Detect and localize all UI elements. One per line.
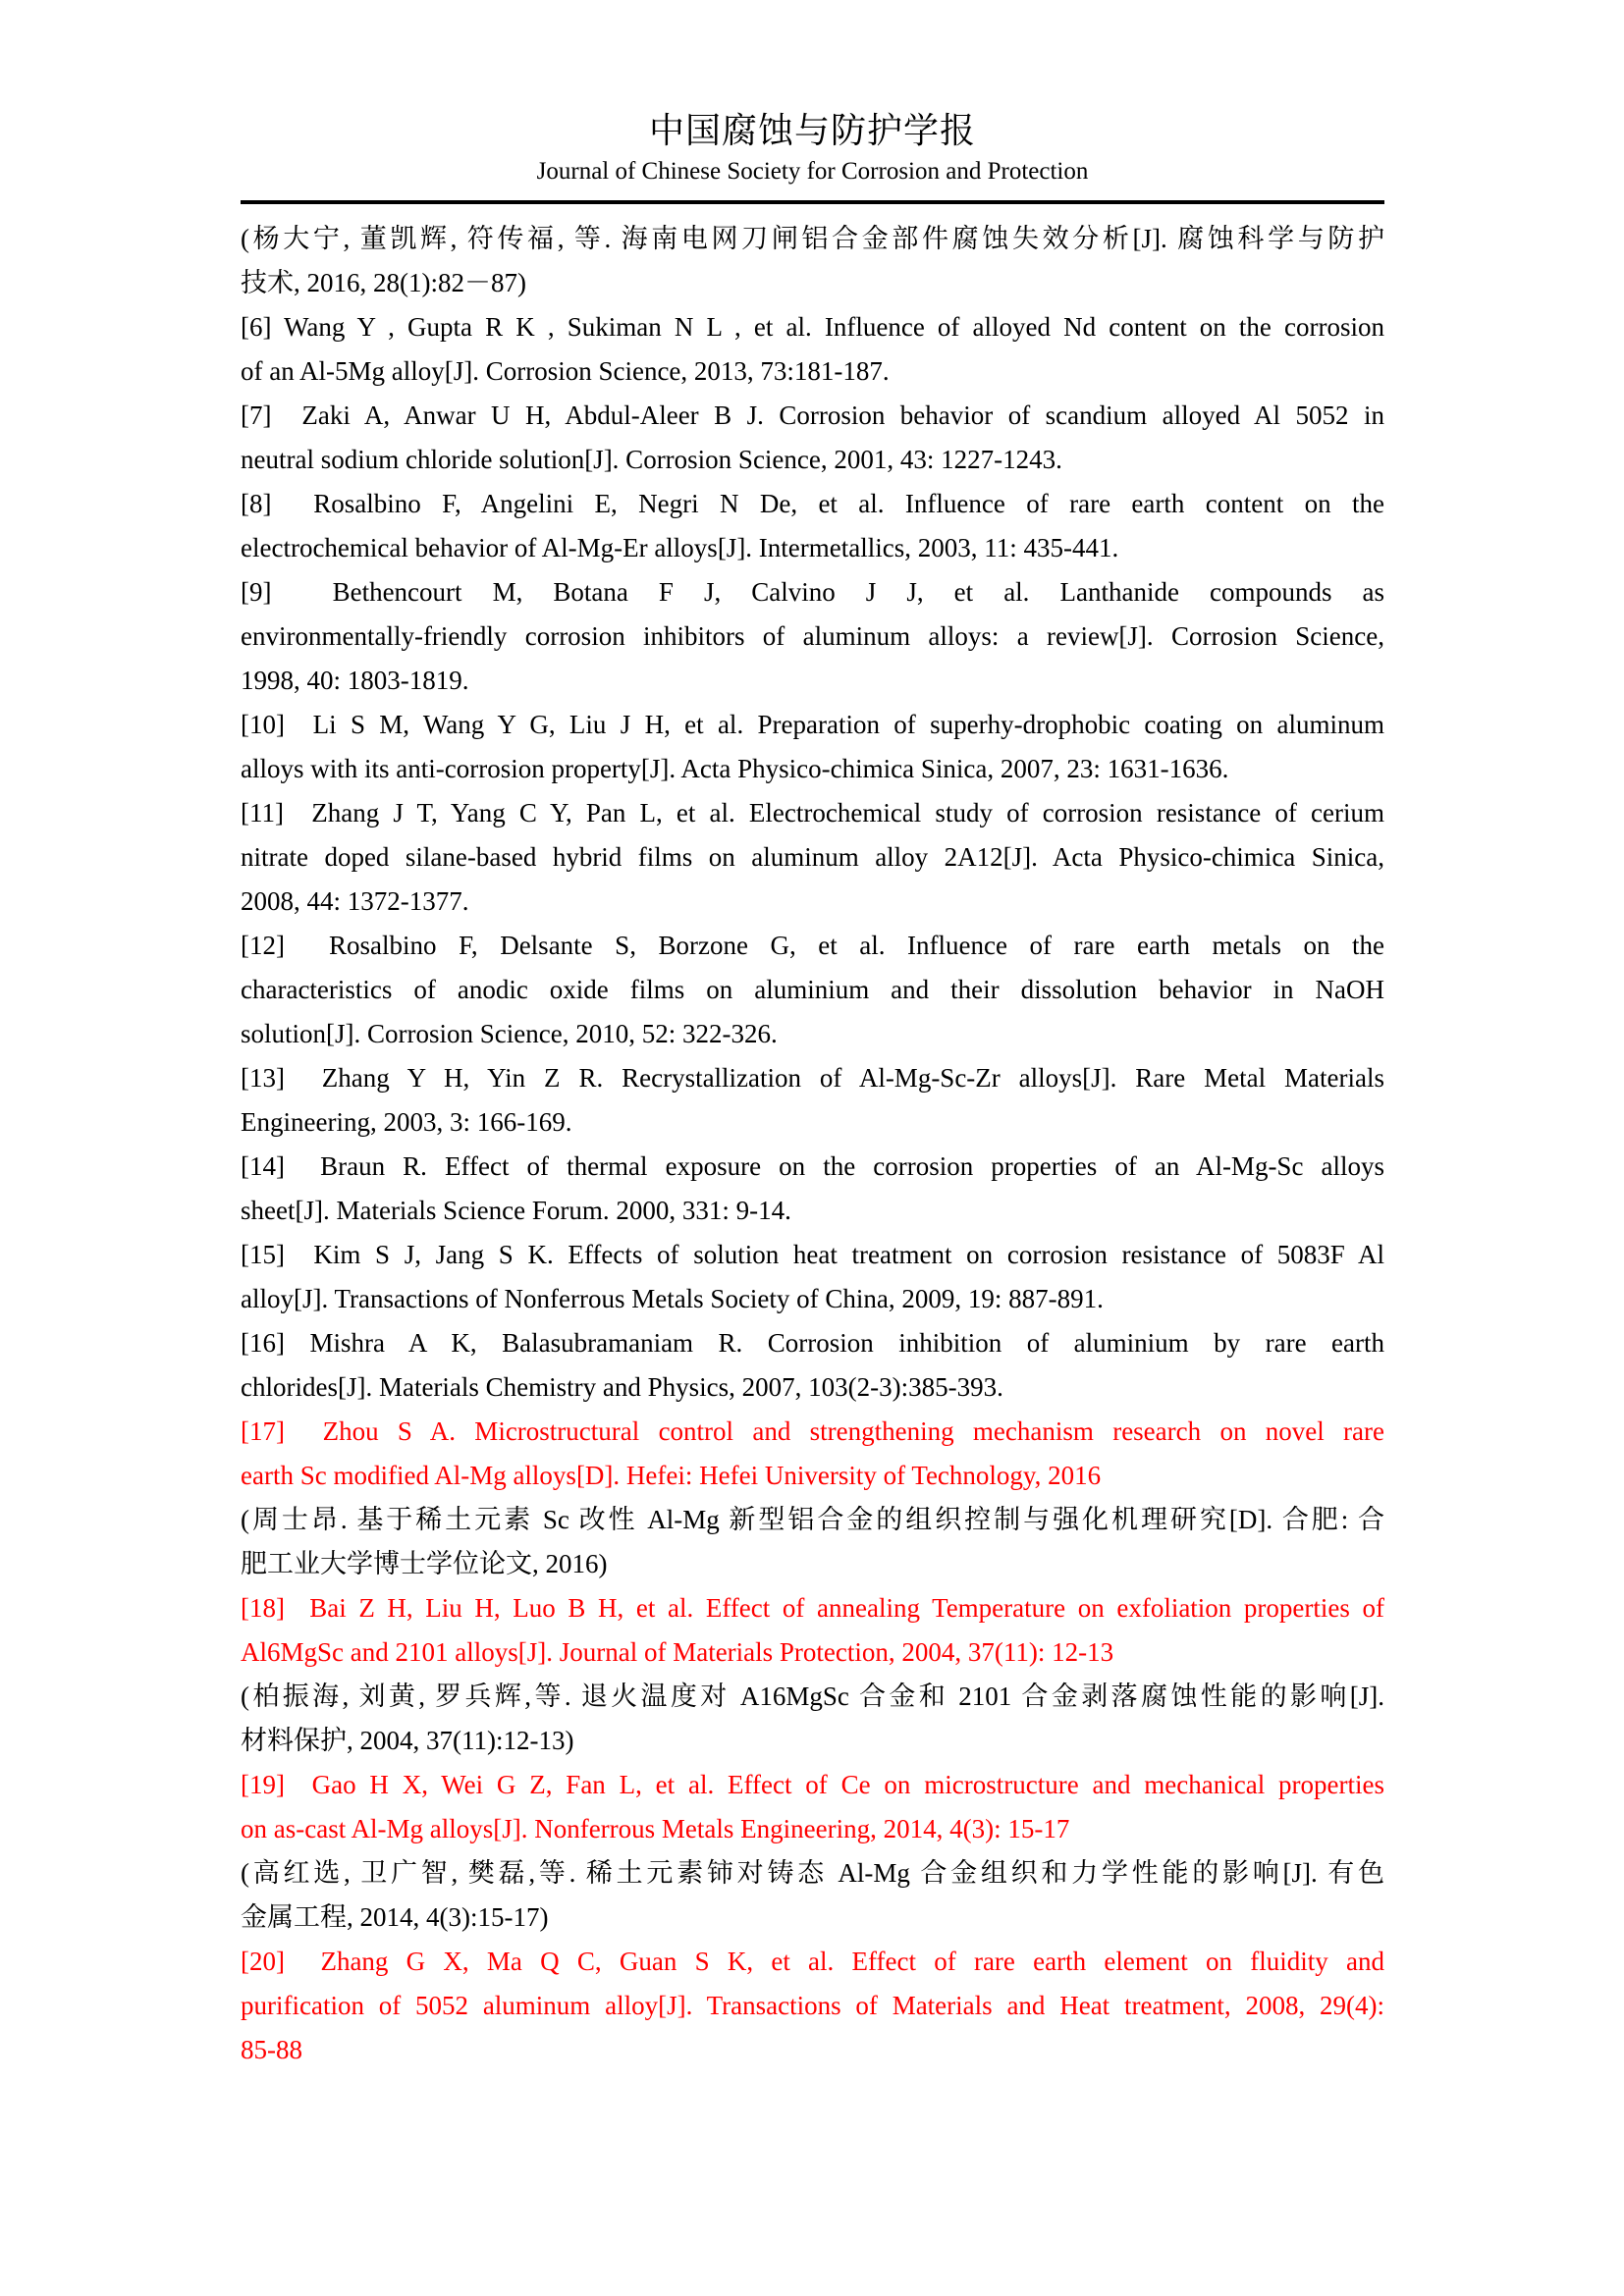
reference-line: (周士昂. 基于稀土元素 Sc 改性 Al-Mg 新型铝合金的组织控制与强化机理研究[D]. 合肥: 合 (241, 1505, 1384, 1534)
reference-line: [16] Mishra A K, Balasubramaniam R. Corrosion inhibition of aluminium by rare earth (241, 1328, 1384, 1358)
reference-line: [6] Wang Y , Gupta R K , Sukiman N L , et al. Influence of alloyed Nd content on the corrosion (241, 312, 1384, 342)
reference-line: 1998, 40: 1803-1819. (241, 666, 469, 695)
reference-line: [14] Braun R. Effect of thermal exposure on the corrosion properties of an Al-Mg-Sc alloys (241, 1151, 1384, 1181)
reference-line: nitrate doped silane-based hybrid films on aluminum alloy 2A12[J]. Acta Physico-chimica Sinica, (241, 842, 1384, 872)
reference-line: alloy[J]. Transactions of Nonferrous Metals Society of China, 2009, 19: 887-891. (241, 1284, 1104, 1313)
reference-line: 肥工业大学博士学位论文, 2016) (241, 1549, 608, 1578)
reference-line: purification of 5052 aluminum alloy[J]. Transactions of Materials and Heat treatment, 2008, 29(4): (241, 1991, 1384, 2020)
reference-line: [10] Li S M, Wang Y G, Liu J H, et al. Preparation of superhy-drophobic coating on aluminum (241, 710, 1384, 739)
reference-line: Engineering, 2003, 3: 166-169. (241, 1107, 572, 1137)
reference-line: electrochemical behavior of Al-Mg-Er alloys[J]. Intermetallics, 2003, 11: 435-441. (241, 533, 1119, 562)
reference-line: (高红选, 卫广智, 樊磊,等. 稀土元素铈对铸态 Al-Mg 合金组织和力学性能的影响[J]. 有色 (241, 1858, 1384, 1888)
reference-line: characteristics of anodic oxide films on aluminium and their dissolution behavior in NaOH (241, 975, 1384, 1004)
reference-line: sheet[J]. Materials Science Forum. 2000, 331: 9-14. (241, 1196, 791, 1225)
reference-line: Al6MgSc and 2101 alloys[J]. Journal of Materials Protection, 2004, 37(11): 12-13 (241, 1637, 1114, 1667)
reference-line: (柏振海, 刘黄, 罗兵辉,等. 退火温度对 A16MgSc 合金和 2101 合金剥落腐蚀性能的影响[J]. (241, 1682, 1384, 1711)
reference-line: [8] Rosalbino F, Angelini E, Negri N De, et al. Influence of rare earth content on the (241, 489, 1384, 518)
document-page (241, 0, 1384, 2072)
reference-line: 85-88 (241, 2035, 302, 2064)
reference-line: [20] Zhang G X, Ma Q C, Guan S K, et al. Effect of rare earth element on fluidity and (241, 1947, 1384, 1976)
reference-line: [18] Bai Z H, Liu H, Luo B H, et al. Effect of annealing Temperature on exfoliation properties of (241, 1593, 1384, 1623)
reference-line: [12] Rosalbino F, Delsante S, Borzone G, et al. Influence of rare earth metals on the (241, 931, 1384, 960)
reference-line: [7] Zaki A, Anwar U H, Abdul-Aleer B J. Corrosion behavior of scandium alloyed Al 5052 in (241, 400, 1384, 430)
reference-line: 金属工程, 2014, 4(3):15-17) (241, 1902, 549, 1932)
reference-line: [11] Zhang J T, Yang C Y, Pan L, et al. Electrochemical study of corrosion resistance of cerium (241, 798, 1384, 828)
reference-line: earth Sc modified Al-Mg alloys[D]. Hefei: Hefei University of Technology, 2016 (241, 1461, 1102, 1490)
reference-line: 技术, 2016, 28(1):82－87) (241, 268, 526, 297)
reference-line: [15] Kim S J, Jang S K. Effects of solution heat treatment on corrosion resistance of 5083F Al (241, 1240, 1384, 1269)
reference-line: [9] Bethencourt M, Botana F J, Calvino J J, et al. Lanthanide compounds as (241, 577, 1384, 607)
header-rule-divider (241, 200, 1384, 204)
references-list (241, 217, 1384, 2072)
reference-line: of an Al-5Mg alloy[J]. Corrosion Science, 2013, 73:181-187. (241, 356, 890, 386)
reference-line: [17] Zhou S A. Microstructural control and strengthening mechanism research on novel rare (241, 1416, 1384, 1446)
reference-line: [13] Zhang Y H, Yin Z R. Recrystallization of Al-Mg-Sc-Zr alloys[J]. Rare Metal Materials (241, 1063, 1384, 1093)
reference-line: environmentally-friendly corrosion inhibitors of aluminum alloys: a review[J]. Corrosion Science, (241, 621, 1384, 651)
reference-line: alloys with its anti-corrosion property[J]. Acta Physico-chimica Sinica, 2007, 23: 1631-1636. (241, 754, 1229, 783)
reference-line: on as-cast Al-Mg alloys[J]. Nonferrous Metals Engineering, 2014, 4(3): 15-17 (241, 1814, 1070, 1843)
reference-line: solution[J]. Corrosion Science, 2010, 52: 322-326. (241, 1019, 778, 1048)
journal-subtitle: Journal of Chinese Society for Corrosion and Protection (536, 158, 1089, 185)
reference-line: (杨大宁, 董凯辉, 符传福, 等. 海南电网刀闸铝合金部件腐蚀失效分析[J]. 腐蚀科学与防护 (241, 224, 1384, 253)
journal-title: 中国腐蚀与防护学报 (648, 111, 976, 150)
reference-line: chlorides[J]. Materials Chemistry and Physics, 2007, 103(2-3):385-393. (241, 1372, 1003, 1402)
reference-line: [19] Gao H X, Wei G Z, Fan L, et al. Effect of Ce on microstructure and mechanical properties (241, 1770, 1384, 1799)
reference-line: 2008, 44: 1372-1377. (241, 886, 469, 916)
reference-line: 材料保护, 2004, 37(11):12-13) (241, 1726, 574, 1755)
reference-line: neutral sodium chloride solution[J]. Corrosion Science, 2001, 43: 1227-1243. (241, 445, 1062, 474)
